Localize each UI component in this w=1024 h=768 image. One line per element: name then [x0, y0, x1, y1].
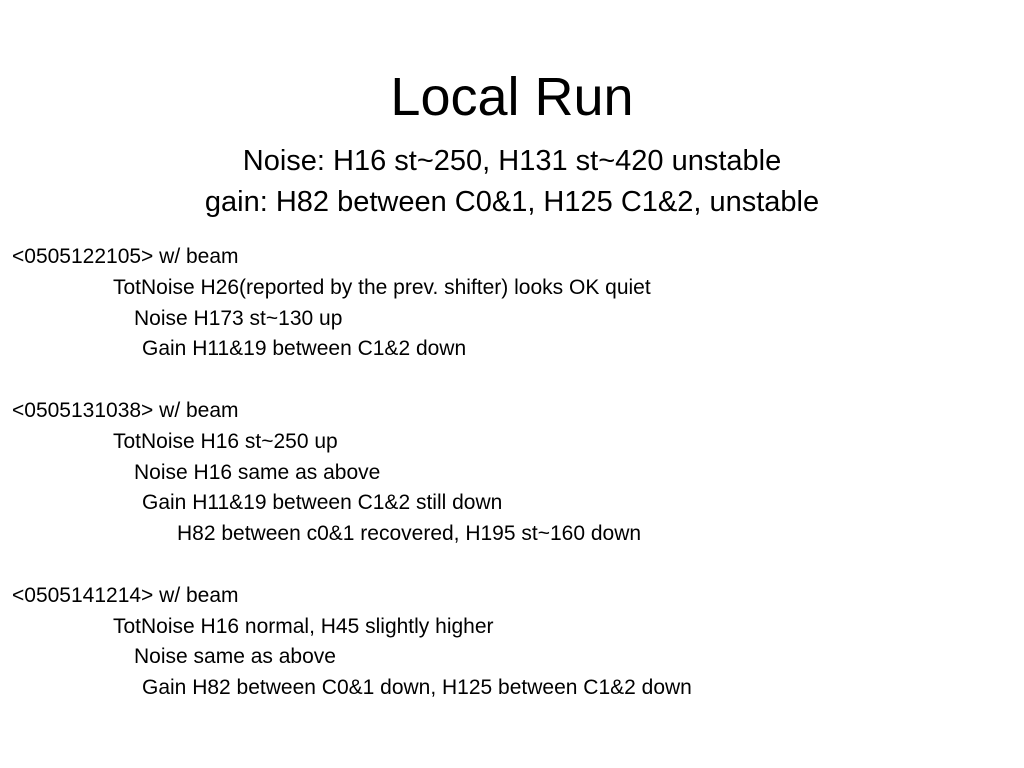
run-log [12, 242, 1012, 704]
run-entry [12, 242, 1012, 365]
run-gain: Gain H11&19 between C1&2 down [142, 337, 467, 361]
run-entry [12, 396, 1012, 550]
run-entry [12, 581, 1012, 704]
run-gain-extra: H82 between c0&1 recovered, H195 st~160 down [177, 522, 642, 546]
spacer [12, 550, 1012, 581]
run-totnoise: TotNoise H26(reported by the prev. shifter) looks OK quiet [113, 275, 651, 299]
subtitle-noise-line: Noise: H16 st~250, H131 st~420 unstable [242, 145, 782, 177]
run-header: <0505141214> w/ beam [12, 583, 239, 607]
run-header: <0505131038> w/ beam [12, 398, 239, 422]
run-totnoise: TotNoise H16 st~250 up [113, 429, 338, 453]
run-gain: Gain H11&19 between C1&2 still down [142, 491, 503, 515]
run-gain: Gain H82 between C0&1 down, H125 between C1&2 down [142, 676, 692, 700]
slide-title: Local Run [390, 67, 634, 127]
run-header: <0505122105> w/ beam [12, 245, 239, 268]
slide-subtitle [0, 141, 1024, 223]
run-noise: Noise H173 st~130 up [134, 306, 343, 330]
subtitle-gain-line: gain: H82 between C0&1, H125 C1&2, unstable [204, 186, 820, 218]
spacer [12, 365, 1012, 396]
run-noise: Noise same as above [134, 645, 336, 669]
run-noise: Noise H16 same as above [134, 460, 381, 484]
run-totnoise: TotNoise H16 normal, H45 slightly higher [113, 614, 494, 638]
